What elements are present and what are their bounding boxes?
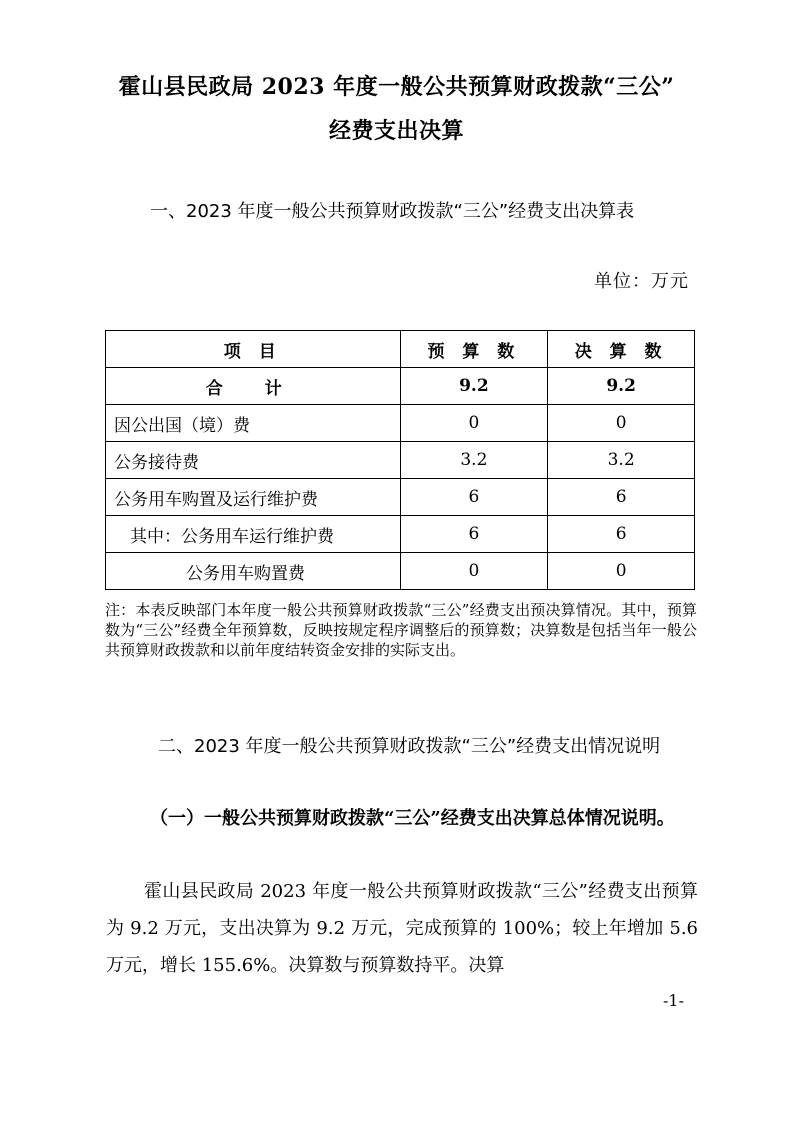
row-budget: 6 [400,479,548,516]
table-header-row [106,331,695,368]
header-actual: 决 算 数 [548,331,695,368]
total-budget: 9.2 [400,368,548,405]
row-budget: 6 [400,516,548,553]
total-actual: 9.2 [548,368,695,405]
row-label: 公务用车购置及运行维护费 [106,479,401,516]
table-total-row [106,368,695,405]
row-actual: 0 [548,405,695,442]
row-budget: 0 [400,553,548,590]
row-actual: 6 [548,479,695,516]
table-row [106,442,695,479]
row-label: 公务接待费 [106,442,401,479]
row-actual: 6 [548,516,695,553]
table-row [106,516,695,553]
header-item: 项 目 [106,331,401,368]
page-number: -1- [663,991,684,1010]
section2-heading: 二、2023 年度一般公共预算财政拨款“三公”经费支出情况说明 [158,736,661,757]
table-row [106,405,695,442]
table-row [106,553,695,590]
document-title-line2: 经费支出决算 [328,118,464,144]
row-label: 因公出国（境）费 [106,405,401,442]
row-budget: 0 [400,405,548,442]
section1-heading: 一、2023 年度一般公共预算财政拨款“三公”经费支出决算表 [150,201,635,222]
header-budget: 预 算 数 [400,331,548,368]
row-label: 其中：公务用车运行维护费 [106,516,401,553]
row-budget: 3.2 [400,442,548,479]
row-label: 公务用车购置费 [106,553,401,590]
document-title-line1: 霍山县民政局 2023 年度一般公共预算财政拨款“三公” [118,74,675,100]
summary-paragraph: 霍山县民政局 2023 年度一般公共预算财政拨款“三公”经费支出预算为 9.2 万元，支出决算为 9.2 万元，完成预算的 100%；较上年增加 5.6 万元，增长 155.6%。决算数与预算数持平。决算 [106,881,698,976]
subsection1-heading: （一）一般公共预算财政拨款“三公”经费支出决算总体情况说明。 [150,808,675,829]
row-actual: 3.2 [548,442,695,479]
unit-label: 单位：万元 [594,271,689,292]
three-public-expenses-table [105,330,695,590]
table-note: 注：本表反映部门本年度一般公共预算财政拨款“三公”经费支出预决算情况。其中，预算数为“三公”经费全年预算数，反映按规定程序调整后的预算数；决算数是包括当年一般公共预算财政拨款和以前年度结转资金安排的实际支出。 [105,601,697,659]
table-row [106,479,695,516]
total-label: 合 计 [106,368,401,405]
row-actual: 0 [548,553,695,590]
